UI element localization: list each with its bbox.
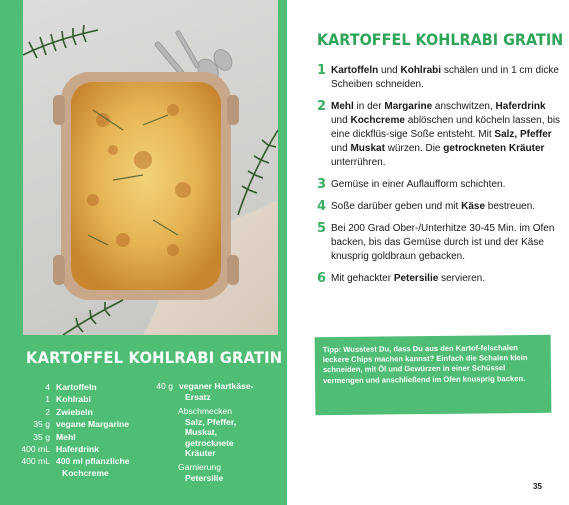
ingredient-qty: 400 mL: [21, 456, 50, 467]
right-page: [287, 0, 569, 505]
step-number: 4: [317, 199, 327, 214]
tip-box: [315, 335, 552, 415]
ingredient-row: [12, 418, 152, 430]
ingredient-qty: 4: [45, 382, 50, 392]
step-number: 1: [317, 63, 327, 78]
ingredients-column-1: [12, 381, 152, 479]
ingredient-qty: 35 g: [33, 431, 50, 442]
step-2: [317, 100, 562, 170]
step-text: Bei 200 Grad Ober-/Unterhitze 30-45 Min. im Ofen backen, bis das Gemüse durch ist und der Käse knusprig goldbraun gebacken.: [331, 223, 555, 262]
ingredient-group-label: Abschmecken: [178, 405, 232, 416]
step-number: 5: [317, 221, 327, 236]
step-4: [317, 200, 562, 214]
step-5: [317, 222, 562, 264]
left-recipe-title: KARTOFFEL KOHLRABI GRATIN: [26, 348, 283, 367]
ingredient-qty: 1: [45, 394, 50, 405]
ingredient-name-continued: Ersatz: [185, 392, 211, 402]
ingredient-name-continued: Kochcreme: [62, 467, 109, 478]
step-text: Kartoffeln und Kohlrabi schälen und in 1 cm dicke Scheiben schneiden.: [331, 65, 559, 90]
ingredient-name: Kartoffeln: [56, 382, 97, 392]
gratin-photo: [23, 0, 278, 335]
step-6: [317, 272, 562, 286]
ingredient-group-item: Kräuter: [185, 448, 216, 458]
ingredient-row: [12, 443, 152, 455]
instruction-steps: [317, 64, 562, 294]
ingredient-name: vegane Margarine: [56, 419, 130, 430]
step-text: Soße darüber geben und mit Käse bestreuen.: [331, 201, 536, 212]
ingredient-qty: 2: [45, 406, 50, 417]
ingredient-qty: 400 mL: [21, 444, 50, 455]
ingredient-row: [12, 393, 152, 405]
ingredients-column-2: [145, 381, 280, 483]
ingredient-qty: 40 g: [156, 381, 173, 391]
step-text: Mit gehackter Petersilie servieren.: [331, 273, 485, 284]
ingredient-group-item: getrocknete: [185, 437, 234, 448]
ingredient-row: [12, 381, 152, 393]
ingredient-group-item: Salz, Pfeffer,: [185, 416, 237, 427]
ingredient-qty: 35 g: [33, 419, 50, 430]
ingredient-name: Zwiebeln: [56, 406, 93, 417]
ingredient-group-item: Petersilie: [185, 472, 224, 483]
page-number: 35: [533, 482, 542, 491]
ingredient-row: [145, 381, 280, 392]
step-1: [317, 64, 562, 92]
ingredient-group-label: Garnierung: [178, 461, 221, 472]
step-number: 2: [317, 99, 327, 114]
ingredient-group-item: Muskat,: [185, 427, 217, 437]
ingredient-name: Haferdrink: [56, 444, 99, 455]
ingredient-name: Mehl: [56, 431, 76, 442]
step-3: [317, 178, 562, 192]
step-number: 6: [317, 271, 327, 286]
ingredient-row: [12, 431, 152, 443]
step-number: 3: [317, 177, 327, 192]
ingredient-name: veganer Hartkäse-: [179, 381, 254, 391]
ingredient-name: 400 ml pflanzliche: [56, 456, 130, 467]
gratin-illustration: [23, 0, 278, 335]
ingredient-name: Kohlrabi: [56, 394, 91, 405]
right-recipe-title: KARTOFFEL KOHLRABI GRATIN: [317, 30, 564, 49]
step-text: Mehl in der Margarine anschwitzen, Haferdrink und Kochcreme ablöschen und köcheln lassen, bis eine dickflüs-sige Soße entsteht. Mit Salz, Pfeffer und Muskat würzen. Die getrockneten Kräuter unterrühren.: [331, 101, 561, 168]
step-text: Gemüse in einer Auflaufform schichten.: [331, 179, 506, 190]
tip-text: Tipp: Wusstest Du, dass Du aus den Kartof-felschalen leckere Chips machen kannst? Einfach die Schalen klein schneiden, mit Öl und Gewürzen in einer Schüssel vermengen und anschließend im Ofen knusprig backen.: [322, 343, 528, 385]
ingredient-row: [12, 406, 152, 418]
ingredient-row: [12, 455, 152, 467]
